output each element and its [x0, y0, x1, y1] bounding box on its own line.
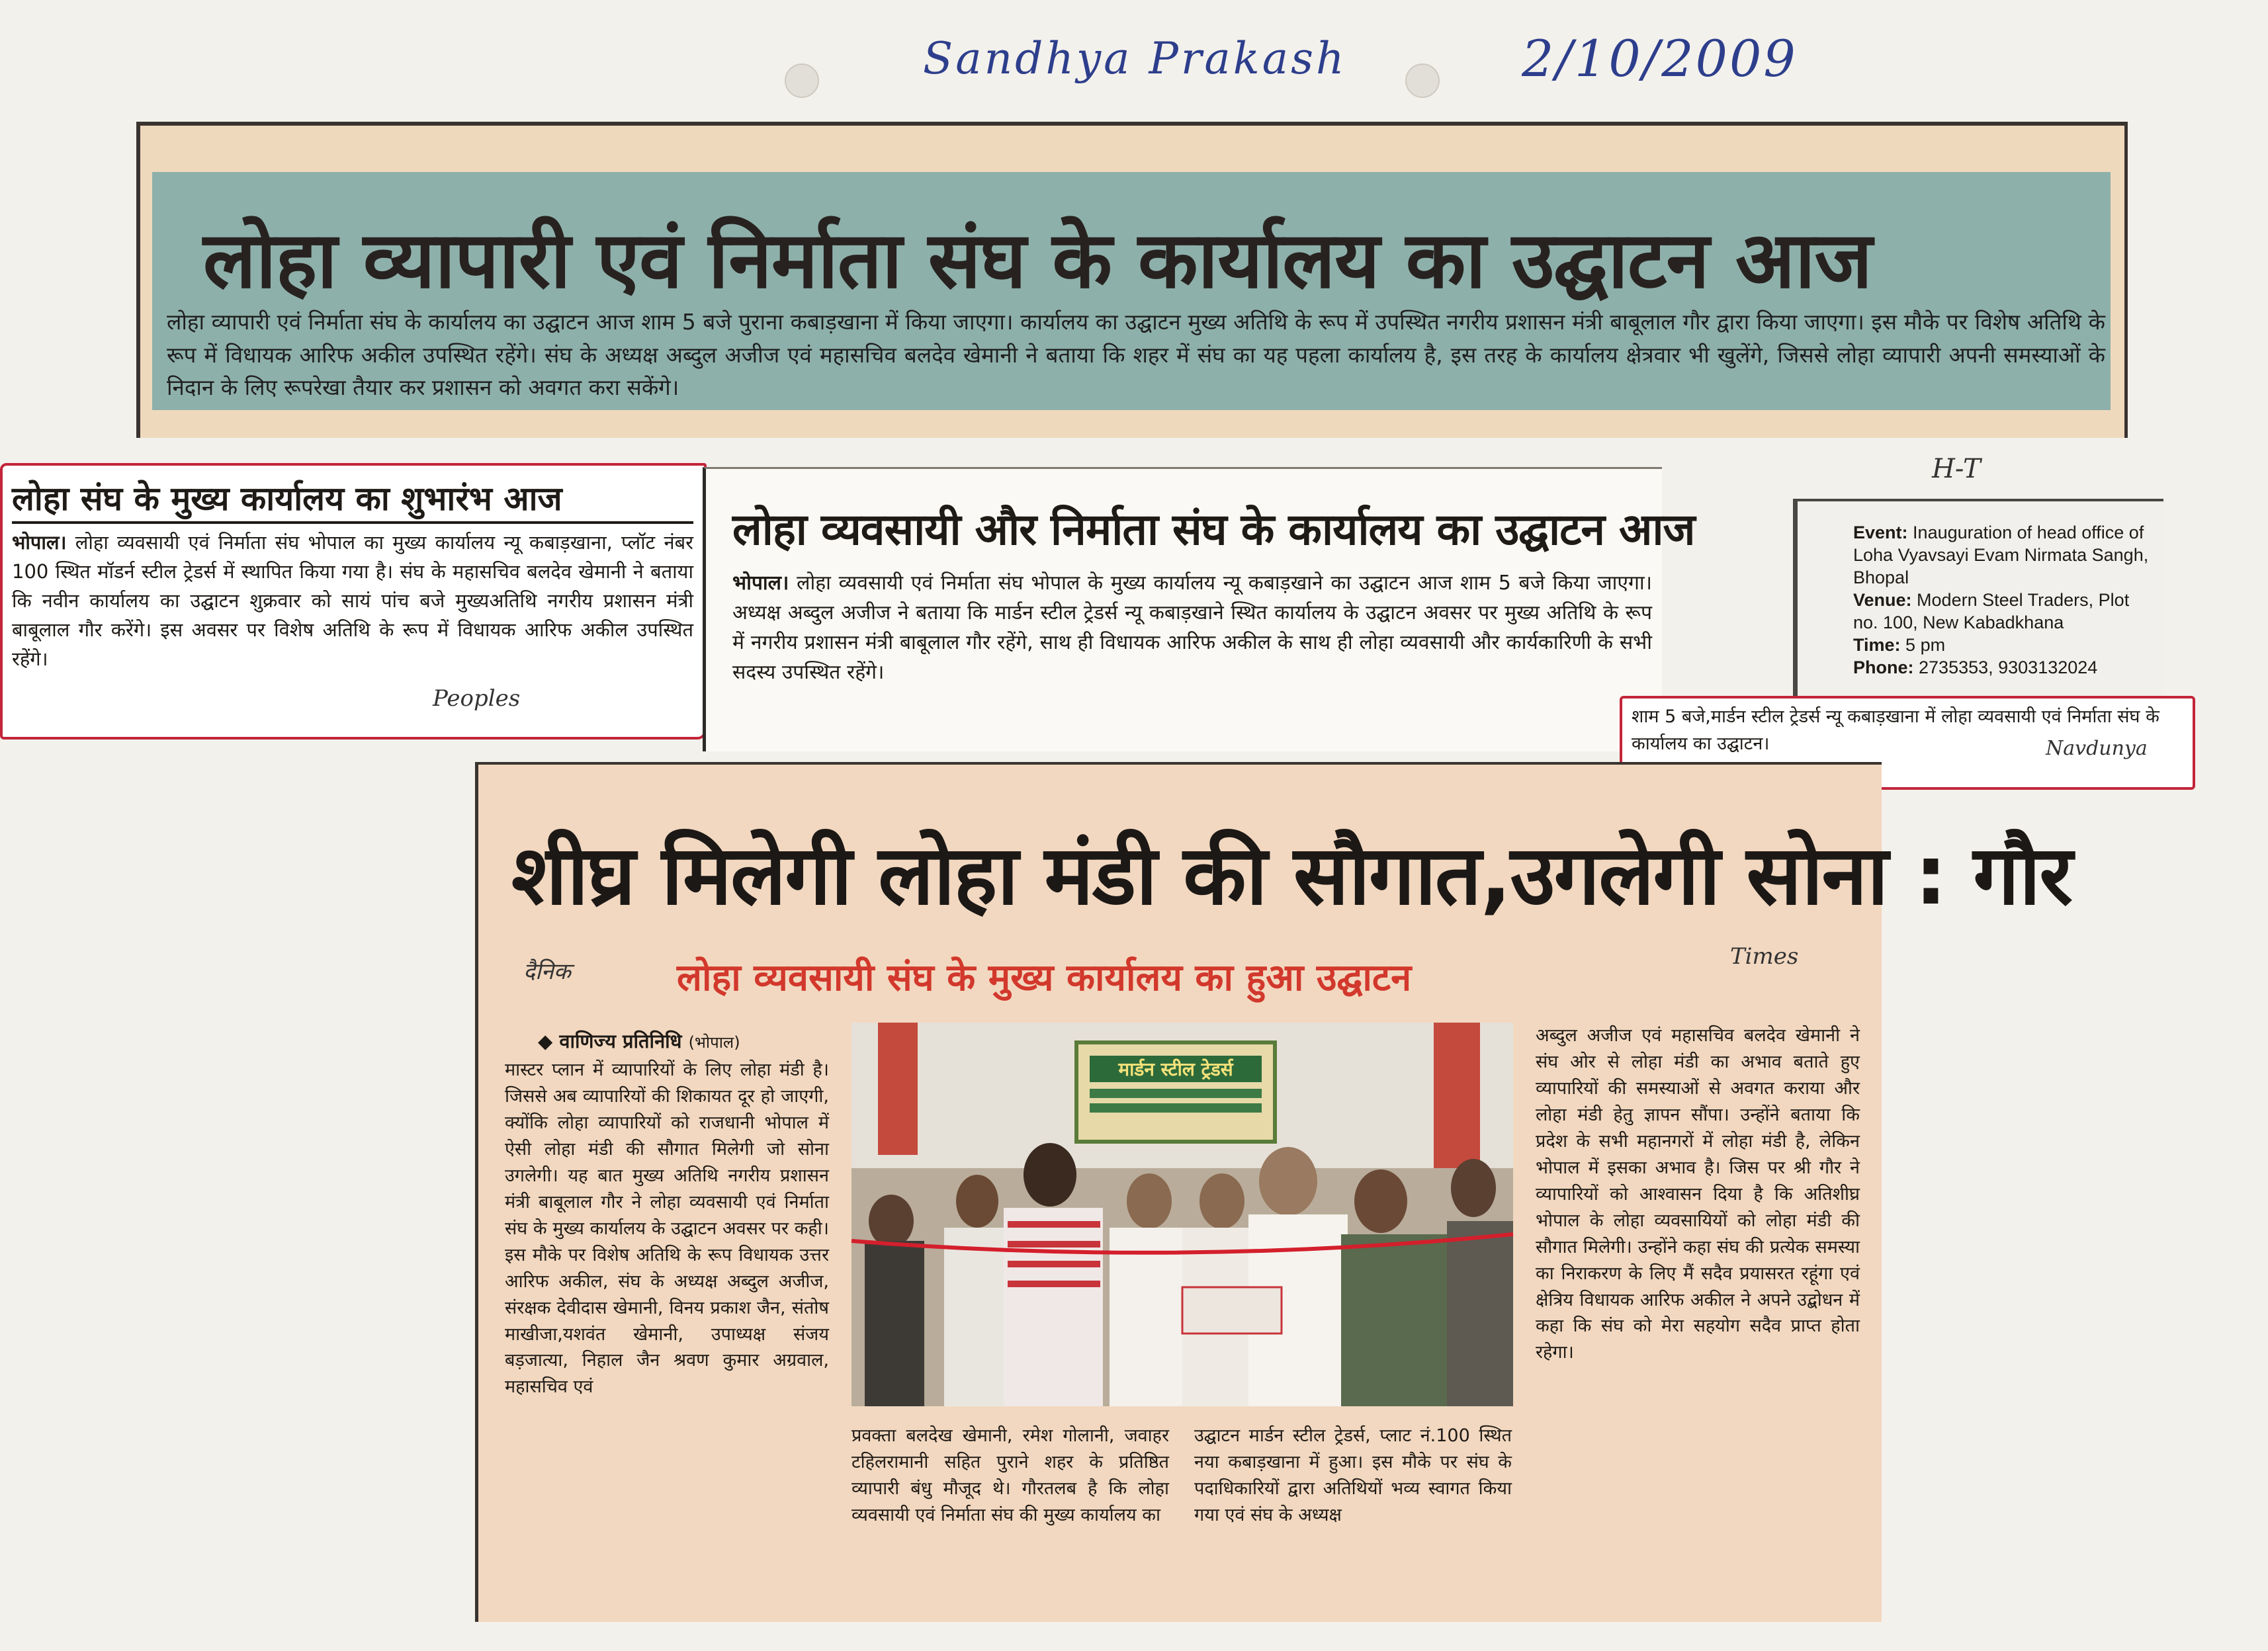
- phone-label: Phone:: [1853, 657, 1914, 678]
- clipping-middle-title: लोहा व्यवसायी और निर्माता संघ के कार्यालय का उद्घाटन आज: [732, 504, 1695, 555]
- dateline: भोपाल।: [12, 531, 67, 554]
- handwritten-peoples: Peoples: [433, 685, 521, 712]
- handwritten-navdunia: Navdunya: [2046, 737, 2148, 760]
- byline: [538, 1028, 740, 1054]
- event-label: Event:: [1853, 523, 1908, 542]
- handwritten-paper-name: Sandhya Prakash: [923, 33, 1347, 84]
- punch-hole-left: [785, 64, 819, 98]
- event-details: [1853, 521, 2158, 679]
- handwritten-ht: H-T: [1932, 454, 1981, 484]
- byline-text: ◆ वाणिज्य प्रतिनिधि: [538, 1030, 682, 1052]
- title-rule: [12, 521, 693, 524]
- clipping-top-headline: [136, 122, 2128, 438]
- event-value: Inauguration of head office of Loha Vyavsayi Evam Nirmata Sangh, Bhopal: [1853, 523, 2149, 588]
- article-column-1: मास्टर प्लान में व्यापारियों के लिए लोहा मंडी है। जिससे अब व्यापारियों की शिकायत दूर हो जाएगी, क्योंकि लोहा व्यापारियों को राजधानी भोपाल में ऐसी लोहा मंडी की सौगात मिलेगी जो सोना उगलेगी। यह बात मुख्य अतिथि नगरीय प्रशासन मंत्री बाबूलाल गौर ने लोहा व्यवसायी एवं निर्माता संघ के मुख्य कार्यालय के उद्घाटन अवसर पर कही। इस मौके पर विशेष अतिथि के रूप विधायक उत्तर आरिफ अकील, संघ के अध्यक्ष अब्दुल अजीज, संरक्षक देवीदास खेमानी, विनय प्रकाश जैन, संतोष माखीजा,यशवंत खेमानी, उपाध्यक्ष संजय बड़जात्या, निहाल जैन श्रवण कुमार अग्रवाल, महासचिव एवं: [505, 1060, 829, 1398]
- phone-value: 2735353, 9303132024: [1919, 657, 2098, 678]
- clipping-peoples-title: लोहा संघ के मुख्य कार्यालय का शुभारंभ आज: [12, 480, 562, 518]
- time-value: 5 pm: [1905, 635, 1946, 656]
- time-label: Time:: [1853, 635, 1901, 656]
- photo-scene: [851, 1023, 1513, 1406]
- photo-banner-text: मार्डन स्टील ट्रेडर्स: [1118, 1058, 1233, 1080]
- main-article-subheadline: लोहा व्यवसायी संघ के मुख्य कार्यालय का हुआ उद्घाटन: [677, 956, 1412, 999]
- clipping-top-body: लोहा व्यापारी एवं निर्माता संघ के कार्यालय का उद्घाटन आज शाम 5 बजे पुराना कबाड़खाना में किया जाएगा। कार्यालय का उद्घाटन मुख्य अतिथि के रूप में उपस्थित नगरीय प्रशासन मंत्री बाबूलाल गौर द्वारा किया जाएगा। इस मौके पर विशेष अतिथि के रूप में विधायक आरिफ अकील उपस्थित रहेंगे। संघ के अध्यक्ष अब्दुल अजीज एवं महासचिव बलदेव खेमानी ने बताया कि शहर में संघ का यह पहला कार्यालय है, इस तरह के कार्यालय क्षेत्रवार भी खुलेंगे, जिससे लोहा व्यापारी अपनी समस्याओं के निदान के लिए रूपरेखा तैयार कर प्रशासन को अवगत करा सकेंगे।: [167, 309, 2105, 400]
- dateline: भोपाल।: [732, 572, 789, 595]
- handwritten-times: Times: [1730, 943, 1799, 970]
- venue-label: Venue:: [1853, 590, 1912, 611]
- byline-place: (भोपाल): [688, 1033, 740, 1052]
- clipping-middle: [703, 467, 1695, 751]
- main-article-headline: शीघ्र मिलेगी लोहा मंडी की सौगात,उगलेगी सोना : गौर: [511, 828, 2072, 923]
- clipping-event-box: [1793, 499, 2163, 704]
- handwritten-date: 2/10/2009: [1522, 29, 1798, 88]
- article-column-3: उद्घाटन मार्डन स्टील ट्रेडर्स, प्लाट नं.100 स्थित नया कबाड़खाना में हुआ। इस मौके पर संघ के पदाधिकारियों द्वारा अतिथियों भव्य स्वागत किया गया एवं संघ के अध्यक्ष: [1194, 1425, 1512, 1525]
- clipping-top-title: लोहा व्यापारी एवं निर्माता संघ के कार्यालय का उद्घाटन आज: [203, 214, 1872, 306]
- inauguration-photo: [851, 1023, 1513, 1406]
- article-text: लोहा व्यवसायी एवं निर्माता संघ भोपाल के मुख्य कार्यालय न्यू कबाड़खाने का उद्घाटन आज शाम 5 बजे किया जाएगा। अध्यक्ष अब्दुल अजीज ने बताया कि मार्डन स्टील ट्रेडर्स न्यू कबाड़खाने स्थित कार्यालय के उद्घाटन अवसर पर मुख्य अतिथि के रूप में नगरीय प्रशासन मंत्री बाबूलाल गौर रहेंगे, साथ ही विधायक आरिफ अकील के साथ ही लोहा व्यवसायी और कार्यकारिणी के सभी सदस्य उपस्थित रहेंगे।: [732, 572, 1652, 684]
- clipping-peoples-body: [12, 528, 693, 673]
- venue-value: Modern Steel Traders, Plot no. 100, New Kabadkhana: [1853, 590, 2130, 633]
- clipping-main-article: [475, 762, 2072, 1622]
- clipping-peoples: [0, 463, 707, 740]
- article-column-2: प्रवक्ता बलदेख खेमानी, रमेश गोलानी, जवाहर टहिलरामानी सहित पुराने शहर के प्रतिष्ठित व्यापारी बंधु मौजूद थे। गौरतलब है कि लोहा व्यवसायी एवं निर्माता संघ की मुख्य कार्यालय का: [851, 1425, 1169, 1525]
- handwritten-dainik: दैनिक: [523, 958, 571, 985]
- article-text: लोहा व्यवसायी एवं निर्माता संघ भोपाल का मुख्य कार्यालय न्यू कबाड़खाना, प्लॉट नंबर 100 स्थित मॉडर्न स्टील ट्रेडर्स में स्थापित किया गया है। संघ के महासचिव बलदेव खेमानी ने बताया कि नवीन कार्यालय का उद्घाटन शुक्रवार को सायं पांच बजे मुख्यअतिथि नगरीय प्रशासन मंत्री बाबूलाल गौर करेंगे। इस अवसर पर विशेष अतिथि के रूप में विधायक आरिफ अकील उपस्थित रहेंगे।: [12, 531, 694, 671]
- clipping-middle-body: [732, 568, 1652, 687]
- article-column-4: अब्दुल अजीज एवं महासचिव बलदेव खेमानी ने संघ ओर से लोहा मंडी का अभाव बताते हुए व्यापारियों की समस्याओं से अवगत कराया और लोहा मंडी हेतु ज्ञापन सौंपा। उन्होंने बताया कि प्रदेश के सभी महानगरों में लोहा मंडी है, लेकिन भोपाल में इसका अभाव है। जिस पर श्री गौर ने व्यापारियों को आश्वासन दिया है कि अतिशीघ्र भोपाल के लोहा व्यवसायियों को लोहा मंडी की सौगात मिलेगी। उन्होंने कहा संघ की प्रत्येक समस्या का निराकरण के लिए मैं सदैव प्रयासरत रहूंगा एवं क्षेत्रिय विधायक आरिफ अकील ने अपने उद्बोधन में कहा कि संघ को मेरा सहयोग सदैव प्राप्त होता रहेगा।: [1536, 1025, 1860, 1363]
- punch-hole-right: [1405, 64, 1440, 98]
- clipping-navdunia-body: शाम 5 बजे,मार्डन स्टील ट्रेडर्स न्यू कबाड़खाना में लोहा व्यवसायी एवं निर्माता संघ के कार्यालय का उद्घाटन।: [1632, 706, 2159, 754]
